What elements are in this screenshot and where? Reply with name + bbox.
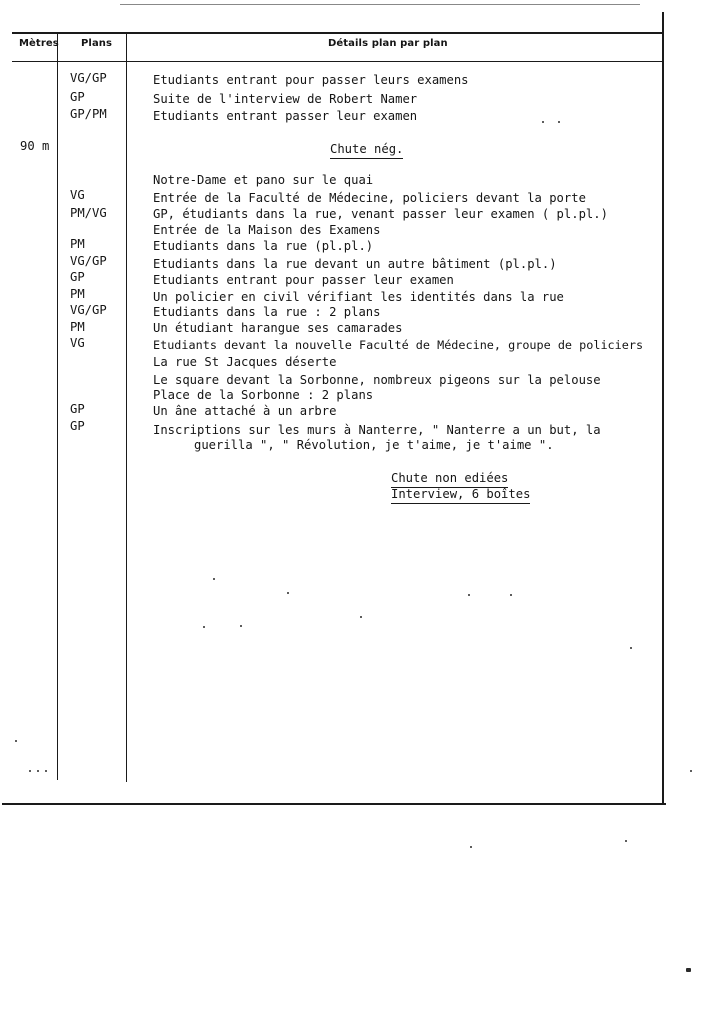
right-border: [662, 12, 664, 804]
scan-speck: [510, 594, 512, 596]
header-metres: Mètres: [19, 38, 59, 49]
detail-cell: Entrée de la Faculté de Médecine, policiers devant la porte: [153, 191, 586, 205]
scan-speck: [686, 968, 691, 972]
column-divider-2: [126, 32, 127, 782]
plan-cell: PM/VG: [70, 206, 107, 220]
detail-cell: Etudiants devant la nouvelle Faculté de Médecine, groupe de policiers: [153, 338, 644, 352]
detail-cell: Etudiants dans la rue (pl.pl.): [153, 239, 374, 253]
column-divider-1: [57, 32, 58, 780]
plan-cell: VG: [70, 336, 85, 350]
scan-speck: [542, 121, 544, 123]
detail-cell: GP, étudiants dans la rue, venant passer leur examen ( pl.pl.): [153, 207, 608, 221]
scan-speck: [213, 578, 215, 580]
header-details: Détails plan par plan: [328, 38, 448, 49]
plan-cell: VG/GP: [70, 254, 107, 268]
scan-speck: [470, 846, 472, 848]
detail-cell: Etudiants entrant passer leur examen: [153, 109, 418, 123]
plan-cell: PM: [70, 237, 85, 251]
detail-cell: Place de la Sorbonne : 2 plans: [153, 388, 374, 402]
scan-speck: [360, 616, 362, 618]
header-plans: Plans: [81, 38, 113, 49]
chute-neg-label: Chute nég.: [330, 142, 403, 159]
scan-speck: [690, 770, 692, 772]
scan-speck: [240, 625, 242, 627]
scan-speck: [45, 770, 47, 772]
scan-speck: [625, 840, 627, 842]
plan-cell: GP: [70, 90, 85, 104]
plan-cell: PM: [70, 287, 85, 301]
detail-cell: Etudiants dans la rue devant un autre bâtiment (pl.pl.): [153, 257, 557, 271]
detail-cell: Un policier en civil vérifiant les identités dans la rue: [153, 290, 564, 304]
top-border: [12, 32, 662, 34]
detail-cell: La rue St Jacques déserte: [153, 355, 337, 369]
header-underline: [12, 61, 664, 62]
plan-cell: GP/PM: [70, 107, 107, 121]
scan-speck: [29, 770, 31, 772]
scan-speck: [287, 592, 289, 594]
detail-cell: Un étudiant harangue ses camarades: [153, 321, 403, 335]
plan-cell: PM: [70, 320, 85, 334]
detail-cell: Suite de l'interview de Robert Namer: [153, 92, 418, 106]
scan-speck: [468, 594, 470, 596]
plan-cell: GP: [70, 419, 85, 433]
top-edge-fragment: [120, 4, 640, 5]
scan-speck: [630, 647, 632, 649]
detail-cell: Le square devant la Sorbonne, nombreux pigeons sur la pelouse: [153, 373, 601, 387]
detail-cell: Etudiants entrant pour passer leurs examens: [153, 73, 469, 87]
scan-speck: [37, 770, 39, 772]
detail-cell: Etudiants entrant pour passer leur examen: [153, 273, 454, 287]
metre-mark: 90 m: [20, 139, 50, 153]
plan-cell: GP: [70, 270, 85, 284]
bottom-border: [2, 803, 666, 805]
detail-cell: Notre-Dame et pano sur le quai: [153, 173, 374, 187]
plan-cell: VG: [70, 188, 85, 202]
plan-cell: VG/GP: [70, 71, 107, 85]
detail-cell: Un âne attaché à un arbre: [153, 404, 337, 418]
plan-cell: VG/GP: [70, 303, 107, 317]
scan-speck: [203, 626, 205, 628]
detail-cell: Entrée de la Maison des Examens: [153, 223, 381, 237]
interview-boites-label: Interview, 6 boîtes: [391, 487, 530, 504]
plan-cell: GP: [70, 402, 85, 416]
detail-cell: Etudiants dans la rue : 2 plans: [153, 305, 381, 319]
chute-non-ediees-label: Chute non ediées: [391, 471, 508, 488]
scan-speck: [558, 121, 560, 123]
scan-speck: [15, 740, 17, 742]
detail-cell: Inscriptions sur les murs à Nanterre, " Nanterre a un but, la: [153, 423, 601, 437]
detail-continuation: guerilla ", " Révolution, je t'aime, je t'aime ".: [194, 438, 554, 452]
